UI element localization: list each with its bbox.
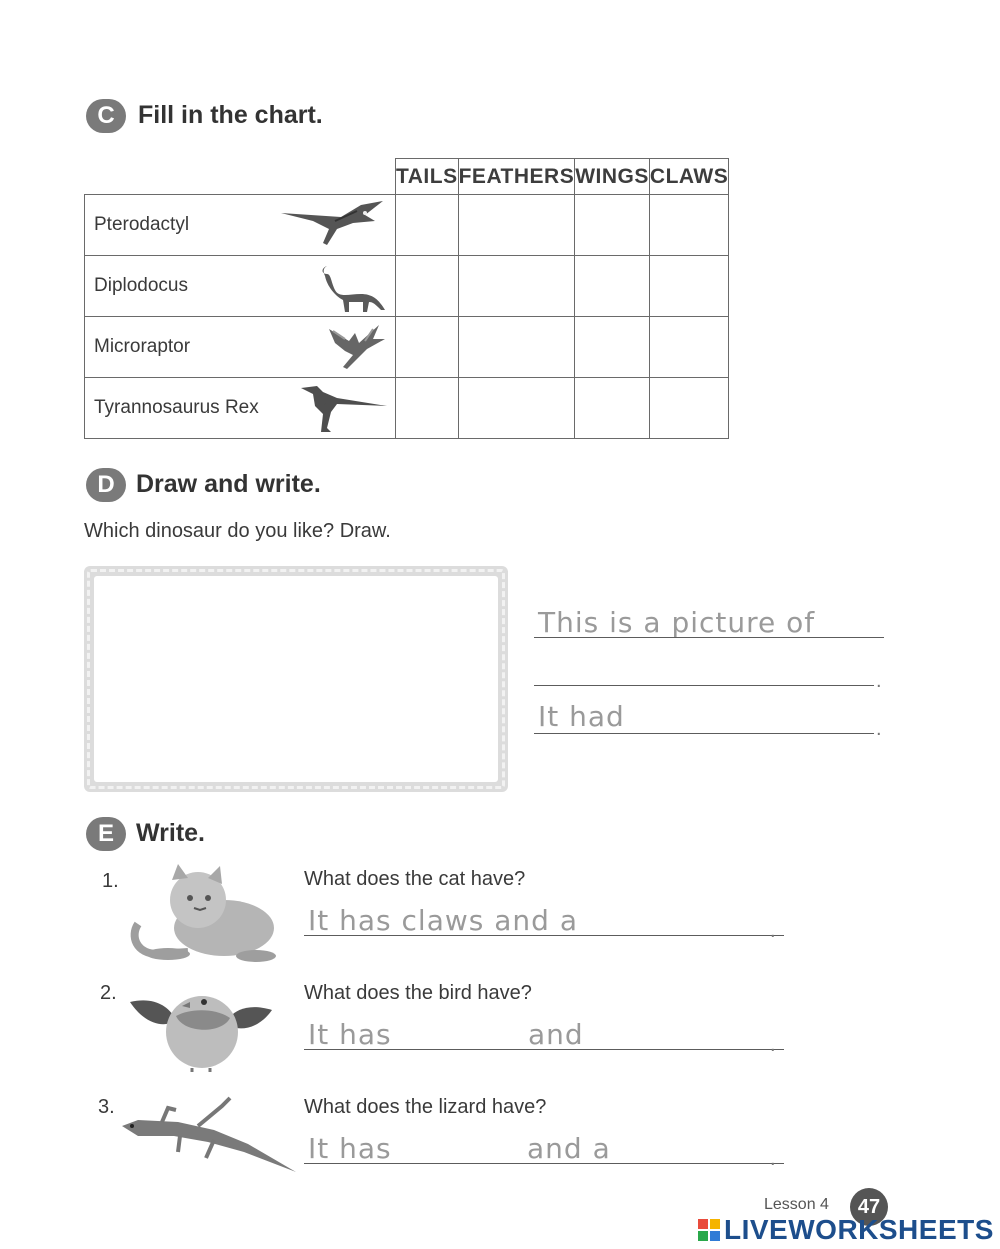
answer-trace-1: It has claws and a [308, 904, 578, 937]
lesson-label: Lesson 4 [764, 1196, 829, 1213]
column-header-claws: CLAWS [649, 159, 728, 195]
cell-tails[interactable] [396, 378, 459, 439]
cell-claws[interactable] [649, 378, 728, 439]
table-row [85, 378, 729, 439]
bird-icon [126, 972, 276, 1072]
cell-feathers[interactable] [458, 317, 575, 378]
answer-trace-2b: and [528, 1018, 584, 1051]
row-label: Tyrannosaurus Rex [94, 397, 259, 418]
question-1: What does the cat have? [304, 868, 526, 890]
question-2: What does the bird have? [304, 982, 532, 1004]
cell-tails[interactable] [396, 195, 459, 256]
section-e-title: Write. [136, 819, 205, 847]
column-header-wings: WINGS [575, 159, 650, 195]
diplodocus-icon [319, 260, 389, 314]
drawing-area[interactable] [94, 576, 498, 782]
cell-feathers[interactable] [458, 195, 575, 256]
row-label-cell [85, 256, 396, 317]
line-2-period: . [876, 670, 882, 692]
row-label-cell [85, 317, 396, 378]
cell-claws[interactable] [649, 195, 728, 256]
writing-line-2[interactable] [534, 685, 874, 686]
microraptor-icon [325, 321, 389, 375]
row-label-cell [85, 195, 396, 256]
answer-3-period: . [770, 1148, 776, 1170]
cell-wings[interactable] [575, 256, 650, 317]
row-label: Microraptor [94, 336, 191, 357]
cell-tails[interactable] [396, 256, 459, 317]
answer-line-2[interactable] [304, 1049, 784, 1050]
section-c-title: Fill in the chart. [138, 101, 323, 129]
writing-line-1[interactable] [534, 637, 884, 638]
chart-corner [85, 159, 396, 195]
answer-line-3[interactable] [304, 1163, 784, 1164]
cell-wings[interactable] [575, 195, 650, 256]
cell-feathers[interactable] [458, 378, 575, 439]
table-row [85, 256, 729, 317]
item-number: 3. [98, 1096, 115, 1118]
liveworksheets-logo [698, 1214, 994, 1246]
trace-line-1: This is a picture of [538, 606, 816, 639]
cell-wings[interactable] [575, 317, 650, 378]
cell-claws[interactable] [649, 256, 728, 317]
row-label: Pterodactyl [94, 214, 190, 235]
page-number-badge: 47 [850, 1188, 888, 1226]
table-row [85, 317, 729, 378]
line-3-period: . [876, 718, 882, 740]
pterodactyl-icon [279, 199, 389, 251]
answer-trace-2a: It has [308, 1018, 392, 1051]
column-header-feathers: FEATHERS [458, 159, 575, 195]
cell-feathers[interactable] [458, 256, 575, 317]
cell-claws[interactable] [649, 317, 728, 378]
answer-1-period: . [770, 920, 776, 942]
liveworksheets-mark-icon [698, 1219, 720, 1241]
row-label: Diplodocus [94, 275, 188, 296]
cell-wings[interactable] [575, 378, 650, 439]
trace-line-3: It had [538, 700, 625, 733]
answer-line-1[interactable] [304, 935, 784, 936]
chart-header-row [85, 159, 729, 195]
liveworksheets-brand: LIVEWORKSHEETS [724, 1214, 994, 1245]
section-d-badge: D [86, 468, 126, 502]
cat-icon [128, 864, 284, 964]
table-row [85, 195, 729, 256]
section-c-badge: C [86, 99, 126, 133]
cell-tails[interactable] [396, 317, 459, 378]
section-e-badge: E [86, 817, 126, 851]
answer-trace-3a: It has [308, 1132, 392, 1165]
tyrannosaurus-icon [297, 382, 389, 436]
column-header-tails: TAILS [396, 159, 459, 195]
item-number: 1. [102, 870, 119, 892]
answer-2-period: . [770, 1034, 776, 1056]
row-label-cell [85, 378, 396, 439]
section-d-instruction: Which dinosaur do you like? Draw. [84, 520, 391, 542]
answer-trace-3b: and a [527, 1132, 611, 1165]
drawing-area-frame [84, 566, 508, 792]
question-3: What does the lizard have? [304, 1096, 547, 1118]
writing-line-3[interactable] [534, 733, 874, 734]
section-d-title: Draw and write. [136, 470, 321, 498]
item-number: 2. [100, 982, 117, 1004]
dinosaur-chart [84, 158, 729, 439]
lizard-icon [118, 1096, 300, 1176]
